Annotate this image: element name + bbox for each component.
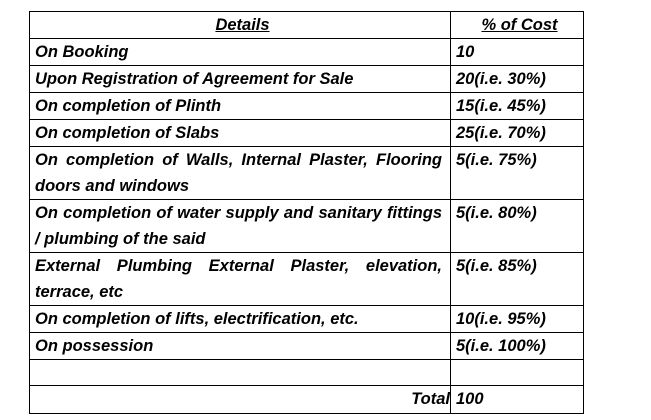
row-cost: 10 <box>451 39 584 66</box>
empty-cell <box>30 360 451 386</box>
row-details: On completion of Slabs <box>30 120 451 147</box>
row-cost: 20(i.e. 30%) <box>451 66 584 93</box>
cost-header: % of Cost <box>451 12 584 39</box>
table-row <box>30 333 584 360</box>
cost-table <box>29 11 584 414</box>
table-row <box>30 120 584 147</box>
row-details: External Plumbing External Plaster, elevation, terrace, etc <box>30 253 451 306</box>
table-row <box>30 306 584 333</box>
payment-schedule <box>29 11 584 414</box>
row-cost: 5(i.e. 80%) <box>451 200 584 253</box>
total-row <box>30 386 584 414</box>
table-row <box>30 200 584 253</box>
row-details: On completion of Plinth <box>30 93 451 120</box>
row-cost: 10(i.e. 95%) <box>451 306 584 333</box>
row-cost: 5(i.e. 85%) <box>451 253 584 306</box>
row-details: On completion of water supply and sanitary fittings / plumbing of the said <box>30 200 451 253</box>
row-details: On completion of lifts, electrification, etc. <box>30 306 451 333</box>
total-value: 100 <box>451 386 584 414</box>
table-row <box>30 39 584 66</box>
row-details: On completion of Walls, Internal Plaster, Flooring doors and windows <box>30 147 451 200</box>
details-header: Details <box>30 12 451 39</box>
empty-cell <box>451 360 584 386</box>
table-row <box>30 147 584 200</box>
empty-row <box>30 360 584 386</box>
row-cost: 5(i.e. 100%) <box>451 333 584 360</box>
table-header-row <box>30 12 584 39</box>
row-details: On Booking <box>30 39 451 66</box>
row-cost: 25(i.e. 70%) <box>451 120 584 147</box>
total-label: Total <box>30 386 451 414</box>
row-details: On possession <box>30 333 451 360</box>
table-row <box>30 66 584 93</box>
row-details: Upon Registration of Agreement for Sale <box>30 66 451 93</box>
row-cost: 15(i.e. 45%) <box>451 93 584 120</box>
row-cost: 5(i.e. 75%) <box>451 147 584 200</box>
table-row <box>30 93 584 120</box>
table-row <box>30 253 584 306</box>
